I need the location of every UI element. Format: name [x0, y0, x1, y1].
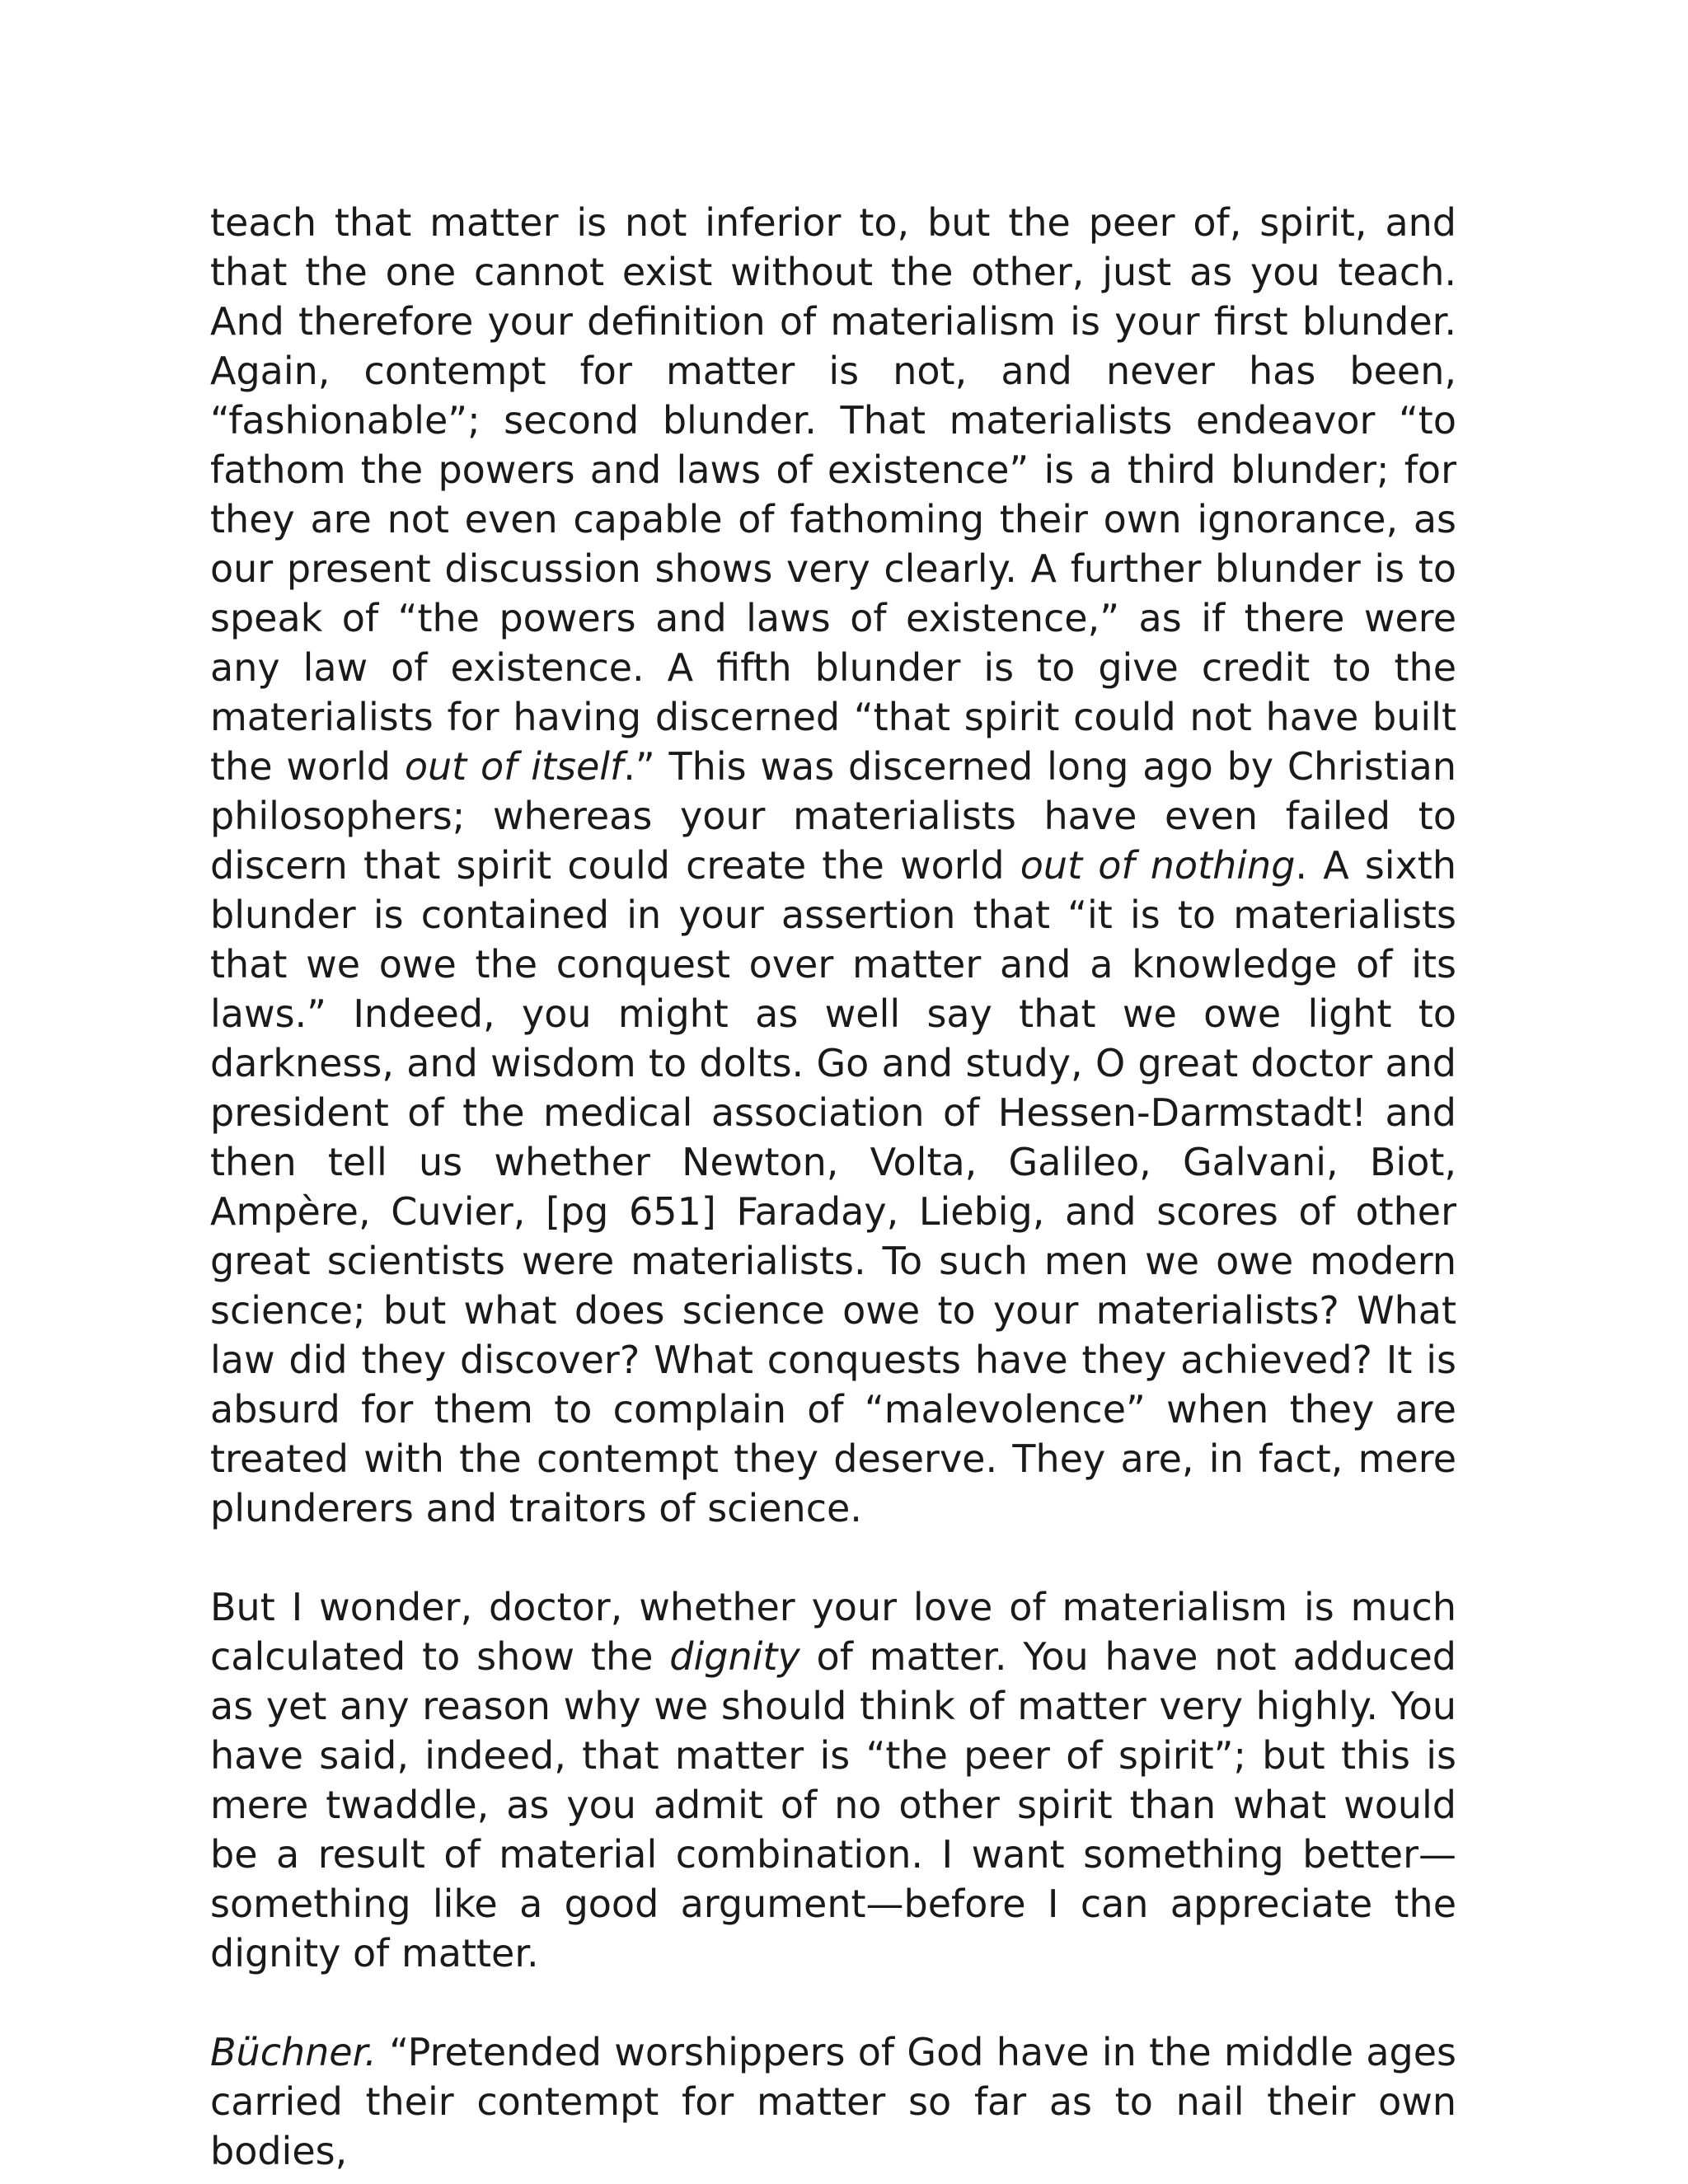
paragraph-2 [210, 1582, 1456, 1978]
paragraph-1-text-3: . A sixth blunder is contained in your assertion that “it is to materialists that we owe the conquest over matter and a knowledge of its laws.” Indeed, you might as well say that we owe light to darkness, and wisdom to dolts. Go and study, O great doctor and president of the medical association of Hessen-Darmstadt! and then tell us whether Newton, Volta, Galileo, Galvani, Biot, Ampère, Cuvier, [pg 651] Faraday, Liebig, and scores of other great scientists were materialists. To such men we owe modern science; but what does science owe to your materialists? What law did they discover? What conquests have they achieved? It is absurd for them to complain of “malevolence” when they are treated with the contempt they deserve. They are, in fact, mere plunderers and traitors of science. [210, 843, 1456, 1530]
paragraph-1 [210, 198, 1456, 1533]
paragraph-1-text-1: teach that matter is not inferior to, but the peer of, spirit, and that the one cannot exist without the other, just as you teach. And therefore your definition of materialism is your first blunder. Again, contempt for matter is not, and never has been, “fashionable”; second blunder. That materialists endeavor “to fathom the powers and laws of existence” is a third blunder; for they are not even capable of fathoming their own ignorance, as our present discussion shows very clearly. A further blunder is to speak of “the powers and laws of existence,” as if there were any law of existence. A fifth blunder is to give credit to the materialists for having discerned “that spirit could not have built the world [210, 200, 1456, 789]
speaker-name: Büchner. [210, 2030, 377, 2074]
paragraph-3 [210, 2027, 1456, 2176]
paragraph-2-text-2: of matter. You have not adduced as yet any reason why we should think of matter very highly. You have said, indeed, that matter is “the peer of spirit”; but this is mere twaddle, as you admit of no other spirit than what would be a result of material combination. I want something better—something like a good argument—before I can appreciate the dignity of matter. [210, 1634, 1456, 1975]
italic-phrase-out-of-itself: out of itself [404, 744, 624, 789]
paragraph-1-text-2: .” This was discerned long ago by Christian philosophers; whereas your materialists have even failed to discern that spirit could create the world [210, 744, 1456, 888]
paragraph-3-text-1: “Pretended worshippers of God have in the middle ages carried their contempt for matter so far as to nail their own bodies, [210, 2030, 1456, 2173]
paragraph-2-text-1: But I wonder, doctor, whether your love of materialism is much calculated to show the [210, 1585, 1456, 1679]
italic-phrase-out-of-nothing: out of nothing [1020, 843, 1296, 888]
italic-word-dignity: dignity [669, 1634, 800, 1679]
document-page [210, 198, 1456, 2176]
